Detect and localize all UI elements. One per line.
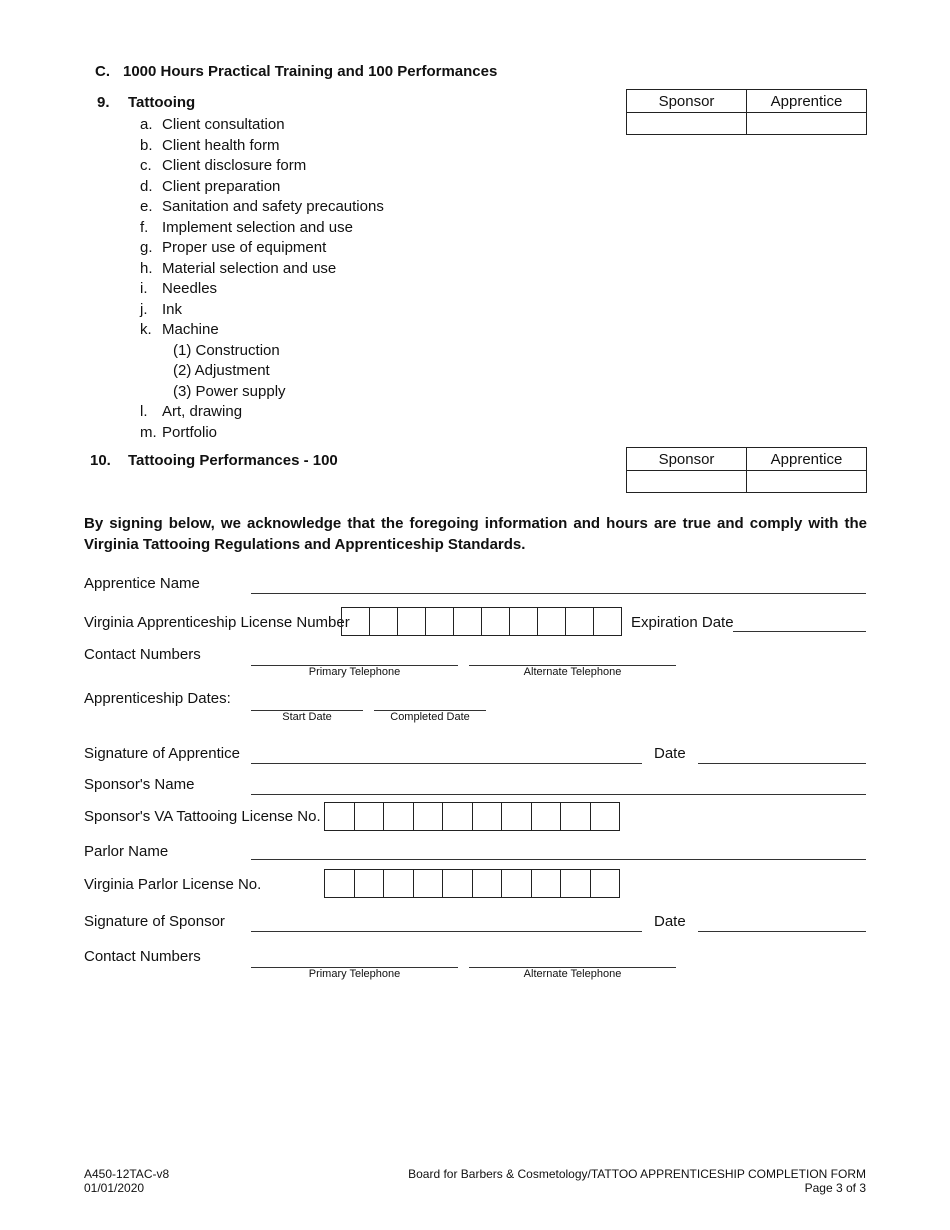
license-digit-box[interactable] xyxy=(342,608,370,635)
alternate-telephone-caption: Alternate Telephone xyxy=(523,666,622,678)
license-digit-box[interactable] xyxy=(454,608,482,635)
apprentice-name-label: Apprentice Name xyxy=(84,575,200,592)
license-digit-box[interactable] xyxy=(426,608,454,635)
section-9-initials-table xyxy=(626,89,867,135)
sponsor-date-field[interactable] xyxy=(698,931,866,932)
machine-subitem: (3) Power supply xyxy=(173,383,286,400)
footer-left xyxy=(84,1167,169,1195)
license-digit-box[interactable] xyxy=(591,870,620,897)
section-9-number: 9. xyxy=(97,94,110,111)
license-digit-box[interactable] xyxy=(502,870,532,897)
section-c-marker: C. xyxy=(95,63,110,80)
license-digit-box[interactable] xyxy=(325,803,355,830)
apprentice-date-label: Date xyxy=(654,745,686,762)
footer-right xyxy=(408,1167,866,1195)
license-digit-box[interactable] xyxy=(384,870,414,897)
license-digit-box[interactable] xyxy=(473,870,503,897)
sponsor-license-label: Sponsor's VA Tattooing License No. xyxy=(84,808,321,825)
license-digit-box[interactable] xyxy=(561,803,591,830)
completed-date-caption: Completed Date xyxy=(390,711,470,723)
form-date: 01/01/2020 xyxy=(84,1181,145,1195)
apprentice-license-label: Virginia Apprenticeship License Number xyxy=(84,614,350,631)
sponsor-name-label: Sponsor's Name xyxy=(84,776,195,793)
section-10-number: 10. xyxy=(90,452,111,469)
apprentice-name-field[interactable] xyxy=(251,593,866,594)
license-digit-box[interactable] xyxy=(370,608,398,635)
sponsor-name-field[interactable] xyxy=(251,794,866,795)
signature-sponsor-label: Signature of Sponsor xyxy=(84,913,225,930)
license-digit-box[interactable] xyxy=(355,870,385,897)
license-digit-box[interactable] xyxy=(538,608,566,635)
license-digit-box[interactable] xyxy=(473,803,503,830)
sponsor-header: Sponsor xyxy=(627,448,747,471)
license-digit-box[interactable] xyxy=(532,803,562,830)
machine-subitem: (2) Adjustment xyxy=(173,362,270,379)
apprentice-license-boxes[interactable] xyxy=(341,607,622,636)
contact-numbers-label: Contact Numbers xyxy=(84,646,201,663)
parlor-license-boxes[interactable] xyxy=(324,869,620,898)
license-digit-box[interactable] xyxy=(443,803,473,830)
form-title: Board for Barbers & Cosmetology/TATTOO APPRENTICESHIP COMPLETION FORM xyxy=(408,1167,866,1181)
expiration-date-field[interactable] xyxy=(733,631,866,632)
form-code: A450-12TAC-v8 xyxy=(84,1167,170,1181)
license-digit-box[interactable] xyxy=(510,608,538,635)
license-digit-box[interactable] xyxy=(561,870,591,897)
apprenticeship-dates-label: Apprenticeship Dates: xyxy=(84,690,231,707)
section-9-title: Tattooing xyxy=(128,94,196,111)
start-date-caption: Start Date xyxy=(282,711,332,723)
license-digit-box[interactable] xyxy=(594,608,621,635)
section-10-title: Tattooing Performances - 100 xyxy=(128,452,338,469)
license-digit-box[interactable] xyxy=(398,608,426,635)
apprentice-date-field[interactable] xyxy=(698,763,866,764)
license-digit-box[interactable] xyxy=(384,803,414,830)
section-c-title: 1000 Hours Practical Training and 100 Performances xyxy=(123,63,498,80)
section-10-initials-table xyxy=(626,447,867,493)
license-digit-box[interactable] xyxy=(414,870,444,897)
machine-subitem: (1) Construction xyxy=(173,342,280,359)
sponsor-primary-telephone-caption: Primary Telephone xyxy=(308,968,401,980)
sponsor-alternate-telephone-caption: Alternate Telephone xyxy=(523,968,622,980)
signature-apprentice-label: Signature of Apprentice xyxy=(84,745,240,762)
license-digit-box[interactable] xyxy=(443,870,473,897)
parlor-name-field[interactable] xyxy=(251,859,866,860)
parlor-license-label: Virginia Parlor License No. xyxy=(84,876,262,893)
license-digit-box[interactable] xyxy=(591,803,620,830)
sponsor-contact-numbers-label: Contact Numbers xyxy=(84,948,201,965)
sponsor-initials-cell[interactable] xyxy=(627,471,747,493)
expiration-date-label: Expiration Date xyxy=(631,614,734,631)
sponsor-license-boxes[interactable] xyxy=(324,802,620,831)
apprentice-header: Apprentice xyxy=(747,448,867,471)
signature-apprentice-field[interactable] xyxy=(251,763,642,764)
acknowledgment-text: By signing below, we acknowledge that the foregoing information and hours are true and comply with the Virginia Tattooing Regulations and Apprenticeship Standards. xyxy=(84,515,867,553)
license-digit-box[interactable] xyxy=(414,803,444,830)
page-number: Page 3 of 3 xyxy=(804,1181,866,1195)
license-digit-box[interactable] xyxy=(482,608,510,635)
apprentice-initials-cell[interactable] xyxy=(747,471,867,493)
parlor-name-label: Parlor Name xyxy=(84,843,169,860)
sponsor-date-label: Date xyxy=(654,913,686,930)
apprentice-initials-cell[interactable] xyxy=(747,113,867,135)
license-digit-box[interactable] xyxy=(532,870,562,897)
license-digit-box[interactable] xyxy=(325,870,355,897)
sponsor-initials-cell[interactable] xyxy=(627,113,747,135)
primary-telephone-caption: Primary Telephone xyxy=(308,666,401,678)
license-digit-box[interactable] xyxy=(502,803,532,830)
sponsor-header: Sponsor xyxy=(627,90,747,113)
license-digit-box[interactable] xyxy=(566,608,594,635)
signature-sponsor-field[interactable] xyxy=(251,931,642,932)
apprentice-header: Apprentice xyxy=(747,90,867,113)
license-digit-box[interactable] xyxy=(355,803,385,830)
